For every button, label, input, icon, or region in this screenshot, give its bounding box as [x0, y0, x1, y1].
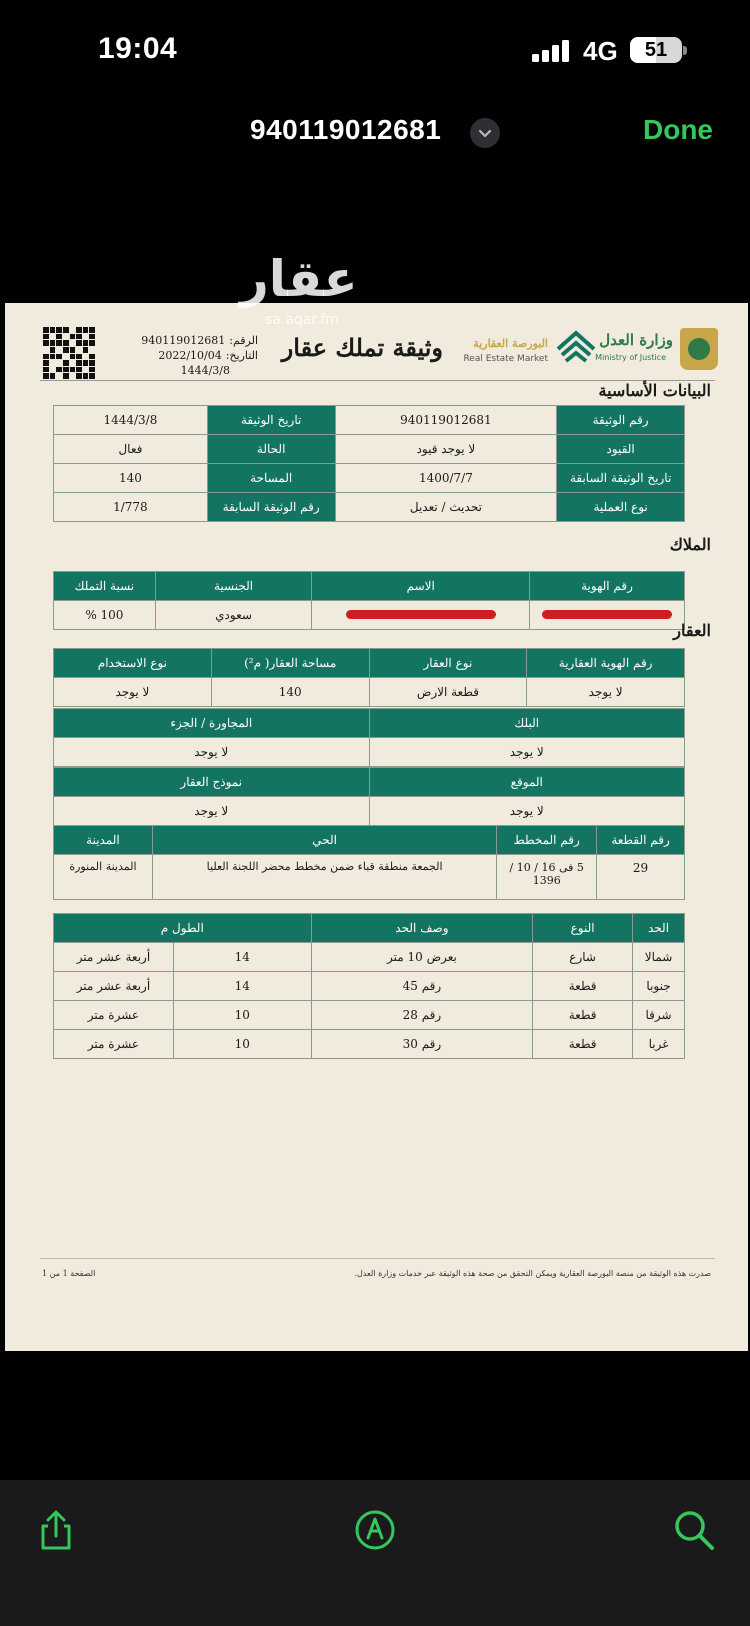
value-plot-number: 29: [597, 855, 685, 900]
section-owners-title: الملاك: [669, 535, 711, 554]
table-header-row: [54, 572, 685, 601]
value-area: 140: [54, 464, 208, 493]
document-header: [5, 313, 748, 385]
header-usage-type: نوع الاستخدام: [54, 649, 212, 678]
boundary-length-number: 14: [173, 943, 311, 972]
header-name: الاسم: [312, 572, 530, 601]
boundary-length-words: عشرة متر: [54, 1001, 174, 1030]
meta-date-label: التاريخ:: [225, 349, 258, 362]
boundary-type: شارع: [533, 943, 633, 972]
markup-icon[interactable]: [353, 1508, 397, 1552]
property-table: [53, 648, 685, 707]
header-plan-number: رقم المخطط: [497, 826, 597, 855]
label-doc-date: تاريخ الوثيقة: [207, 406, 335, 435]
boundary-type: قطعة: [533, 1001, 633, 1030]
owner-share: 100 %: [54, 601, 156, 630]
header-boundary-type: النوع: [533, 914, 633, 943]
status-time: 19:04: [98, 32, 178, 65]
table-row: [54, 972, 685, 1001]
page-number: الصفحة 1 من 1: [42, 1269, 96, 1278]
header-district: الحي: [152, 826, 496, 855]
boundary-length-number: 10: [173, 1030, 311, 1059]
battery-tip: [683, 46, 687, 55]
boundary-type: قطعة: [533, 1030, 633, 1059]
owner-nationality: سعودي: [155, 601, 312, 630]
table-row: [54, 406, 685, 435]
header-property-area: مساحة العقار( م²): [211, 649, 369, 678]
basic-data-table: [53, 405, 685, 522]
meta-number-value: 940119012681: [141, 334, 226, 347]
document-meta: [141, 333, 258, 378]
table-row: [54, 601, 685, 630]
table-header-row: [54, 914, 685, 943]
label-previous-doc-number: رقم الوثيقة السابقة: [207, 493, 335, 522]
meta-number-label: الرقم:: [229, 334, 258, 347]
boundary-length-words: أربعة عشر متر: [54, 972, 174, 1001]
table-row: [54, 464, 685, 493]
search-icon[interactable]: [672, 1508, 716, 1552]
table-header-row: [54, 649, 685, 678]
table-row: [54, 1001, 685, 1030]
share-icon[interactable]: [34, 1508, 78, 1552]
value-plan-number: 5 فى 16 / 10 / 1396: [497, 855, 597, 900]
header-id: رقم الهوية: [530, 572, 685, 601]
document-page: [5, 303, 748, 1351]
value-location: لا يوجد: [369, 797, 685, 826]
header-location: الموقع: [369, 768, 685, 797]
moj-emblem-icon: [680, 328, 718, 370]
rem-logo-subtext: Real Estate Market: [463, 354, 548, 364]
table-row: [54, 943, 685, 972]
table-header-row: [54, 826, 685, 855]
watermark-url: sa.aqar.fm: [265, 312, 339, 328]
nav-title[interactable]: 940119012681: [250, 114, 442, 145]
table-row: [54, 738, 685, 767]
meta-hijri-date: 1444/3/8: [180, 364, 230, 377]
boundary-direction: غربا: [633, 1030, 685, 1059]
boundary-type: قطعة: [533, 972, 633, 1001]
value-property-area: 140: [211, 678, 369, 707]
footer-note: صدرت هذه الوثيقة من منصة البورصة العقارية ويمكن التحقق من صحة هذه الوثيقة عبر خدمات وزارة العدل.: [354, 1269, 711, 1278]
label-previous-doc-date: تاريخ الوثيقة السابقة: [557, 464, 685, 493]
boundary-description: رقم 30: [311, 1030, 533, 1059]
qr-code-icon[interactable]: [43, 327, 95, 379]
status-bar: [0, 0, 750, 100]
header-block: البلك: [369, 709, 684, 738]
rem-logo-text: البورصة العقارية: [473, 337, 548, 350]
value-usage-type: لا يوجد: [54, 678, 212, 707]
label-status: الحالة: [207, 435, 335, 464]
boundary-direction: شمالا: [633, 943, 685, 972]
boundary-length-words: عشرة متر: [54, 1030, 174, 1059]
plot-table: [53, 825, 685, 900]
table-row: [54, 855, 685, 900]
label-doc-number: رقم الوثيقة: [557, 406, 685, 435]
battery-icon: [630, 37, 682, 63]
header-property-model: نموذج العقار: [54, 768, 370, 797]
block-table: [53, 708, 685, 767]
owners-table: [53, 571, 685, 630]
header-boundary: الحد: [633, 914, 685, 943]
boundary-description: رقم 28: [311, 1001, 533, 1030]
value-restrictions: لا يوجد قيود: [335, 435, 557, 464]
battery-level: 51: [644, 38, 668, 61]
label-operation-type: نوع العملية: [557, 493, 685, 522]
table-row: [54, 1030, 685, 1059]
section-property-title: العقار: [673, 621, 711, 640]
done-button[interactable]: Done: [643, 114, 713, 145]
header-ownership-share: نسبة التملك: [54, 572, 156, 601]
value-city: المدينة المنورة: [54, 855, 153, 900]
header-nationality: الجنسية: [155, 572, 312, 601]
value-doc-number: 940119012681: [335, 406, 557, 435]
document-title: وثيقة تملك عقار: [281, 333, 443, 362]
table-row: [54, 493, 685, 522]
location-table: [53, 767, 685, 826]
boundary-direction: جنوبا: [633, 972, 685, 1001]
value-property-model: لا يوجد: [54, 797, 370, 826]
value-block: لا يوجد: [369, 738, 684, 767]
table-row: [54, 435, 685, 464]
header-city: المدينة: [54, 826, 153, 855]
value-operation-type: تحديث / تعديل: [335, 493, 557, 522]
value-property-id: لا يوجد: [527, 678, 685, 707]
table-row: [54, 797, 685, 826]
value-previous-doc-date: 1400/7/7: [335, 464, 557, 493]
owner-id-redacted: [530, 601, 685, 630]
watermark-logo: عقار: [240, 250, 358, 308]
value-status: فعال: [54, 435, 208, 464]
boundary-description: بعرض 10 متر: [311, 943, 533, 972]
header-property-id: رقم الهوية العقارية: [527, 649, 685, 678]
label-area: المساحة: [207, 464, 335, 493]
table-row: [54, 678, 685, 707]
moj-logo-subtext: Ministry of Justice: [595, 353, 666, 362]
label-restrictions: القيود: [557, 435, 685, 464]
boundary-length-number: 10: [173, 1001, 311, 1030]
header-plot-number: رقم القطعة: [597, 826, 685, 855]
value-property-type: قطعة الارض: [369, 678, 527, 707]
table-header-row: [54, 768, 685, 797]
value-district: الجمعة منطقة قباء ضمن مخطط محضر اللجنة العليا: [152, 855, 496, 900]
boundary-description: رقم 45: [311, 972, 533, 1001]
boundary-direction: شرقا: [633, 1001, 685, 1030]
section-basic-title: البيانات الأساسية: [598, 381, 711, 400]
real-estate-market-icon: [554, 327, 598, 367]
header-length: الطول م: [54, 914, 312, 943]
chevron-down-icon[interactable]: [470, 118, 500, 148]
bottom-toolbar: [0, 1480, 750, 1626]
boundaries-table: [53, 913, 685, 1059]
network-label: 4G: [583, 36, 618, 66]
table-header-row: [54, 709, 685, 738]
header-neighboring-part: المجاورة / الجزء: [54, 709, 370, 738]
value-previous-doc-number: 1/778: [54, 493, 208, 522]
header-boundary-description: وصف الحد: [311, 914, 533, 943]
moj-logo-text: وزارة العدل: [599, 331, 673, 349]
meta-date-value: 2022/10/04: [158, 349, 222, 362]
header-property-type: نوع العقار: [369, 649, 527, 678]
signal-icon: [532, 40, 572, 62]
value-doc-date: 1444/3/8: [54, 406, 208, 435]
footer-divider: [40, 1258, 715, 1259]
boundary-length-number: 14: [173, 972, 311, 1001]
value-neighboring-part: لا يوجد: [54, 738, 370, 767]
owner-name-redacted: [312, 601, 530, 630]
boundary-length-words: أربعة عشر متر: [54, 943, 174, 972]
